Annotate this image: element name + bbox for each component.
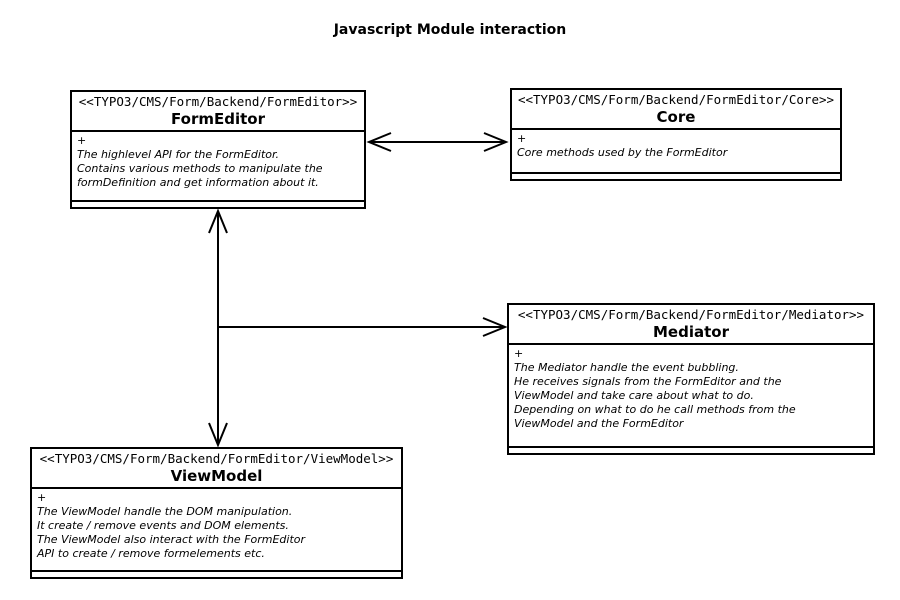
- visibility-marker: +: [517, 132, 527, 145]
- class-stereotype: <<TYPO3/CMS/Form/Backend/FormEditor/Core>>: [517, 92, 835, 107]
- class-methods-compartment-empty: [72, 202, 364, 207]
- class-name: FormEditor: [171, 110, 265, 128]
- class-header-formeditor: [72, 92, 364, 132]
- description-line: The ViewModel handle the DOM manipulation.: [37, 505, 293, 518]
- class-box-formeditor: [70, 90, 366, 209]
- class-box-mediator: [507, 303, 875, 455]
- class-header-core: [512, 90, 840, 130]
- visibility-marker: +: [77, 134, 87, 147]
- class-box-core: [510, 88, 842, 181]
- description-line: API to create / remove formelements etc.: [37, 547, 265, 560]
- class-description-formeditor: [72, 132, 364, 202]
- description-line: Contains various methods to manipulate the: [77, 162, 323, 175]
- class-name: Core: [656, 108, 696, 126]
- description-line: Core methods used by the FormEditor: [517, 146, 728, 159]
- description-line: formDefinition and get information about it.: [77, 176, 319, 189]
- description-line: The Mediator handle the event bubbling.: [514, 361, 739, 374]
- class-methods-compartment-empty: [32, 572, 401, 577]
- class-methods-compartment-empty: [509, 448, 873, 453]
- arrow-trunk-mediator: [218, 318, 505, 336]
- description-line: It create / remove events and DOM elements.: [37, 519, 289, 532]
- description-line: The ViewModel also interact with the FormEditor: [37, 533, 306, 546]
- class-description-core: [512, 130, 840, 174]
- class-box-viewmodel: [30, 447, 403, 579]
- visibility-marker: +: [514, 347, 524, 360]
- description-line: He receives signals from the FormEditor and the: [514, 375, 782, 388]
- class-description-mediator: [509, 345, 873, 448]
- diagram-title: Javascript Module interaction: [333, 22, 567, 38]
- class-description-viewmodel: [32, 489, 401, 572]
- description-line: Depending on what to do he call methods from the: [514, 403, 796, 416]
- description-line: ViewModel and the FormEditor: [514, 417, 684, 430]
- class-header-viewmodel: [32, 449, 401, 489]
- arrow-formeditor-core: [369, 133, 506, 151]
- description-line: ViewModel and take care about what to do.: [514, 389, 754, 402]
- arrow-formeditor-viewmodel: [209, 211, 227, 445]
- class-header-mediator: [509, 305, 873, 345]
- class-name: ViewModel: [170, 467, 263, 485]
- class-stereotype: <<TYPO3/CMS/Form/Backend/FormEditor>>: [78, 94, 358, 109]
- class-name: Mediator: [653, 323, 729, 341]
- visibility-marker: +: [37, 491, 47, 504]
- description-line: The highlevel API for the FormEditor.: [77, 148, 279, 161]
- class-methods-compartment-empty: [512, 174, 840, 179]
- class-stereotype: <<TYPO3/CMS/Form/Backend/FormEditor/Mediator>>: [517, 307, 865, 322]
- class-stereotype: <<TYPO3/CMS/Form/Backend/FormEditor/ViewModel>>: [39, 451, 394, 466]
